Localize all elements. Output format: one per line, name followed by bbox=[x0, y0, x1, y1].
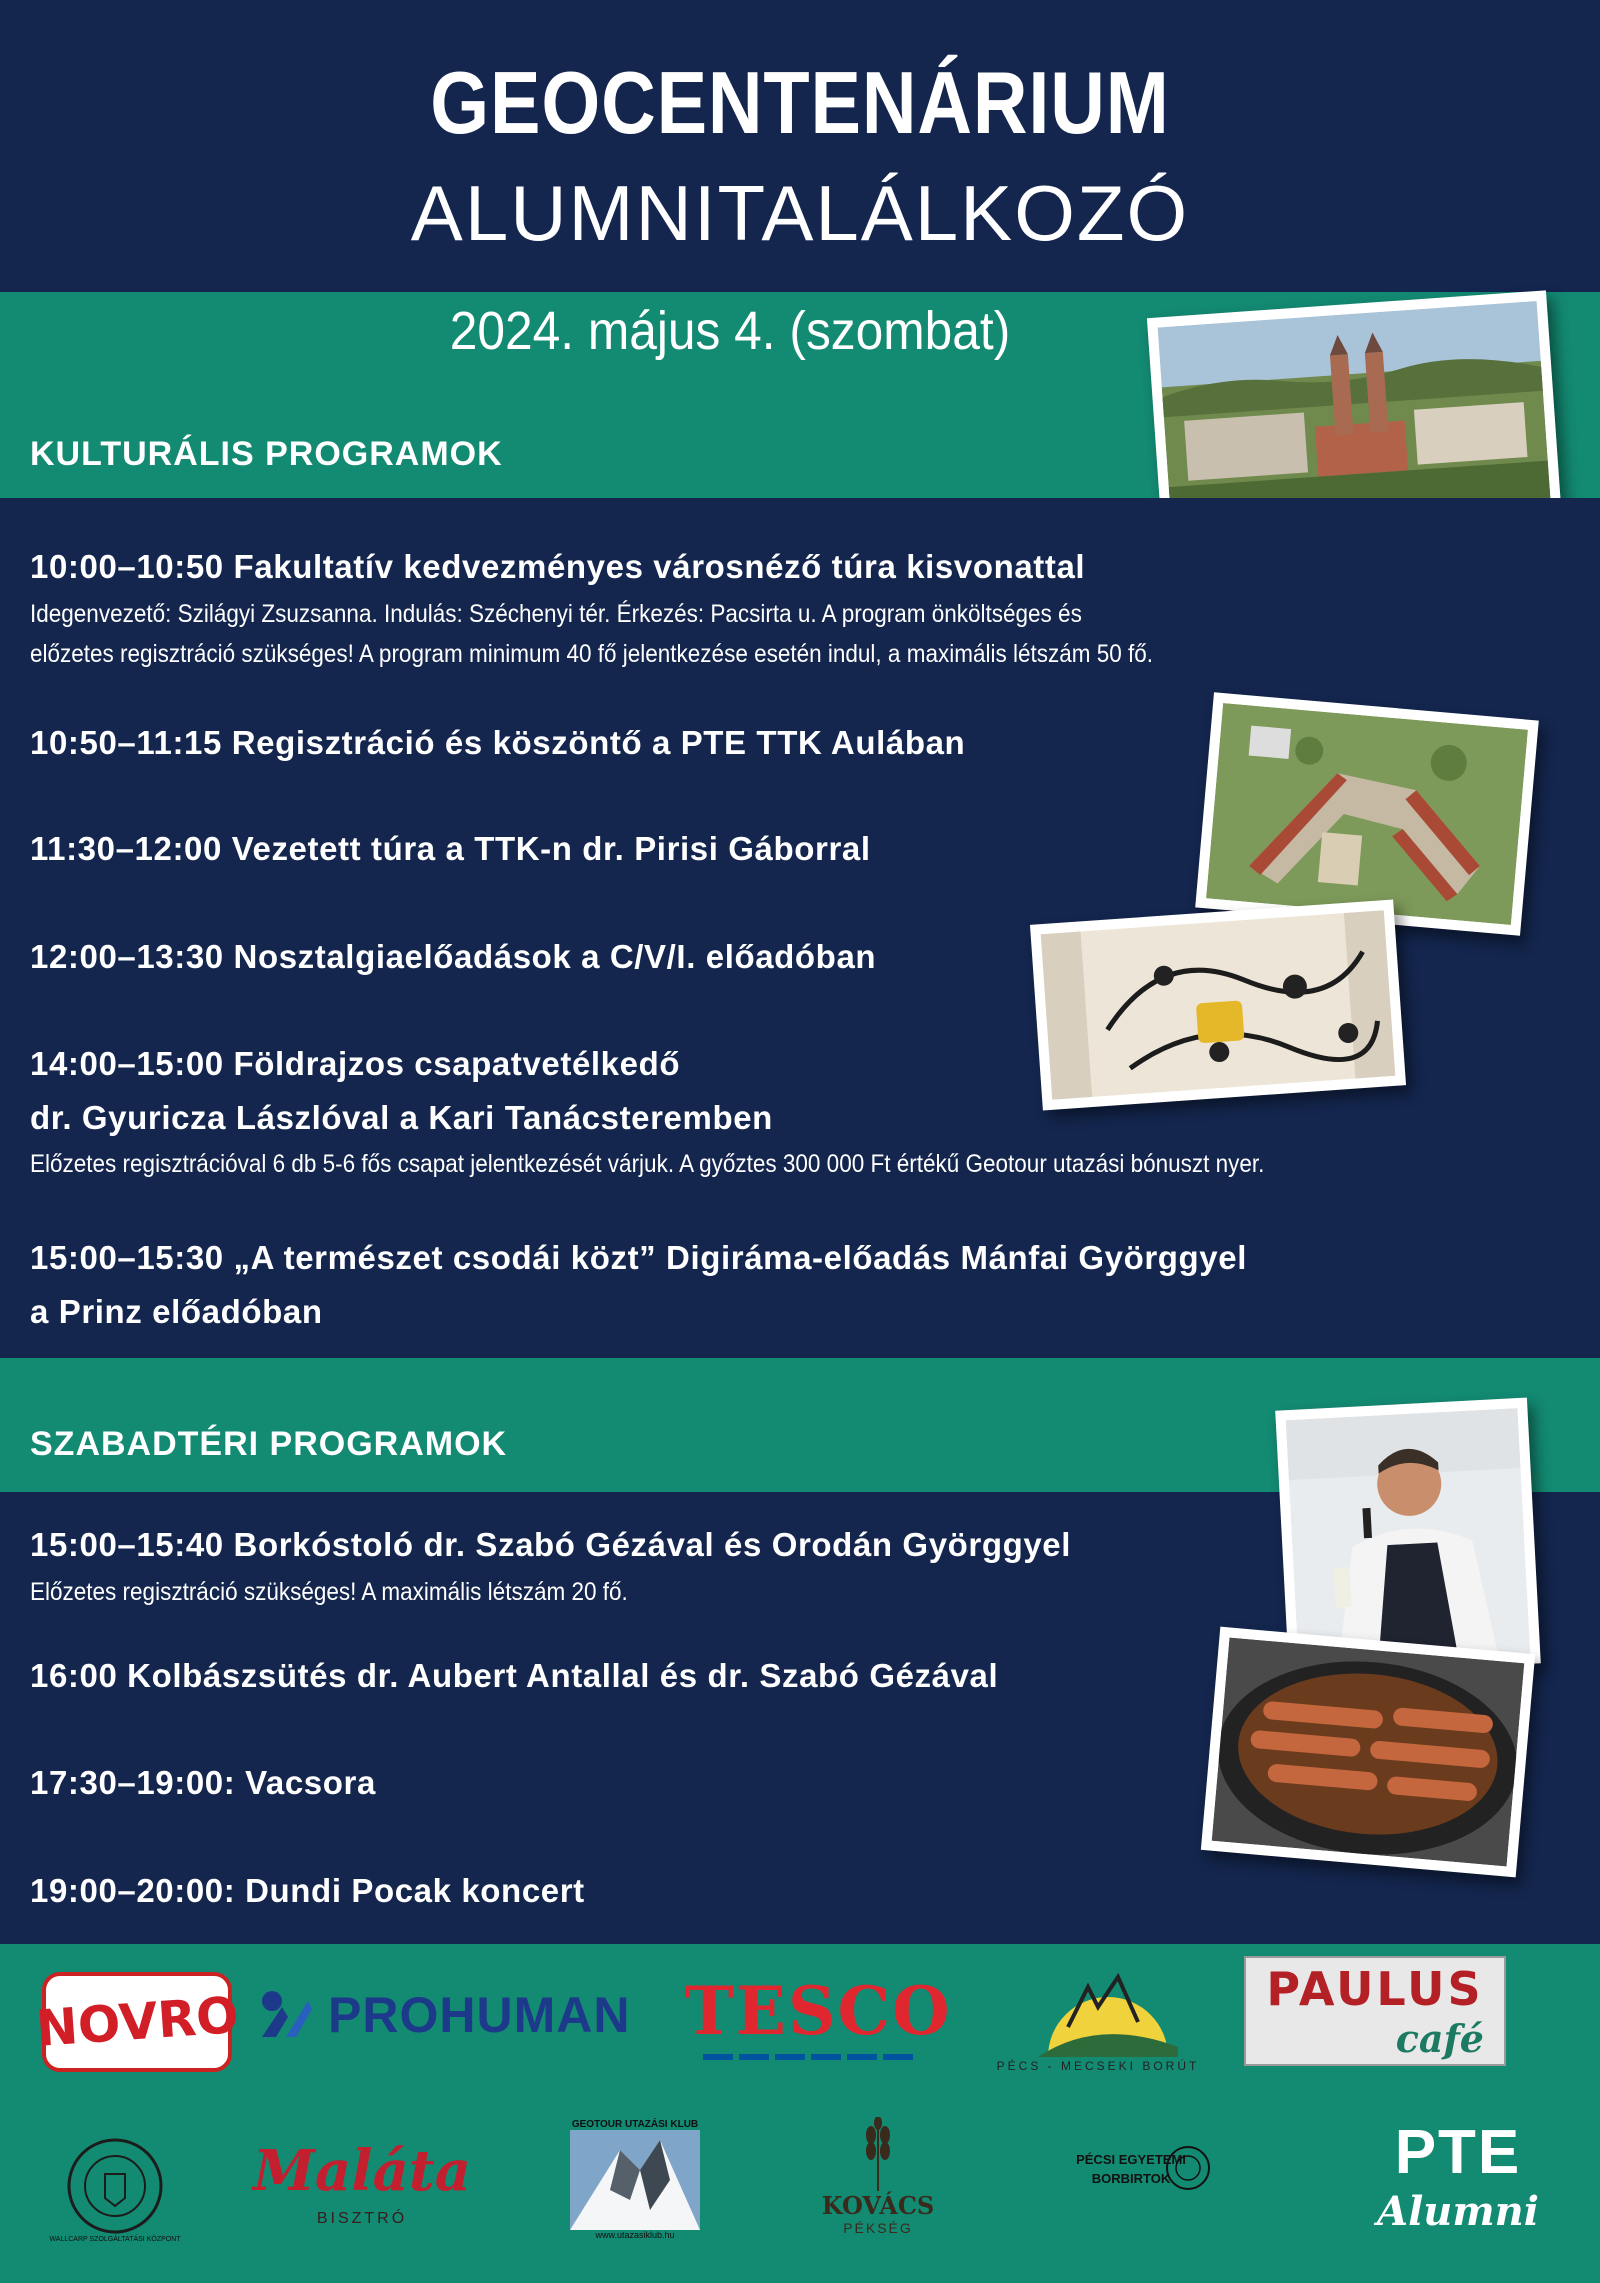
event-title: 14:00–15:00 Földrajzos csapatvetélkedő bbox=[30, 1045, 681, 1082]
tesco-text: TESCO bbox=[684, 1972, 952, 2050]
wheat-icon bbox=[858, 2117, 898, 2191]
event-note: Előzetes regisztrációval 6 db 5-6 fős csapat jelentkezését várjuk. A győztes 300 000 Ft értékű Geotour utazási bónuszt nyer. bbox=[30, 1150, 1265, 1178]
university-seal-icon bbox=[65, 2136, 165, 2236]
event-title: 16:00 Kolbászsütés dr. Aubert Antallal és dr. Szabó Gézával bbox=[30, 1657, 999, 1694]
kovacs-caption: PÉKSÉG bbox=[843, 2219, 913, 2236]
pecs-mecseki-borut-logo bbox=[970, 1960, 1226, 2080]
pecs-mecseki-text: PÉCS - MECSEKI BORÚT bbox=[996, 2059, 1200, 2073]
borbirtok-seal bbox=[1164, 2144, 1212, 2192]
wine-route-icon bbox=[1008, 1967, 1188, 2059]
header bbox=[0, 0, 1600, 292]
pte-alumni-logo bbox=[1358, 2106, 1558, 2246]
campus-aerial-image bbox=[1206, 703, 1528, 925]
novro-logo bbox=[33, 1972, 241, 2072]
borbirtok-line1: PÉCSI EGYETEMI bbox=[1076, 2152, 1186, 2167]
event-title: 12:00–13:30 Nosztalgiaelőadások a C/V/I. előadóban bbox=[30, 938, 877, 975]
borbirtok-seal-icon bbox=[1164, 2144, 1212, 2192]
universitas-seal-logo bbox=[40, 2124, 190, 2254]
paulus-text: PAULUS bbox=[1266, 1961, 1484, 2016]
kovacs-pekseg-logo bbox=[818, 2096, 938, 2256]
event-title: 10:00–10:50 Fakultatív kedvezményes városnéző túra kisvonattal bbox=[30, 548, 1086, 585]
novro-text: NOVRO bbox=[33, 1986, 241, 2058]
event-note: Idegenvezető: Szilágyi Zsuzsanna. Indulás: Széchenyi tér. Érkezés: Pacsirta u. A program önköltséges és bbox=[30, 600, 1082, 628]
paulus-cafe-text: café bbox=[1395, 2015, 1484, 2061]
event-note: előzetes regisztráció szükséges! A program minimum 40 fő jelentkezése esetén indul, a maximális létszám 50 fő. bbox=[30, 640, 1154, 668]
malata-text: Maláta bbox=[253, 2138, 471, 2204]
prohuman-icon bbox=[258, 1987, 314, 2043]
tesco-logo bbox=[684, 1968, 952, 2068]
geotour-logo bbox=[560, 2104, 710, 2254]
matterhorn-icon bbox=[570, 2130, 700, 2230]
paulus-cafe-logo bbox=[1244, 1956, 1506, 2066]
event-subtitle: ALUMNITALÁLKOZÓ bbox=[410, 169, 1190, 257]
event-title: GEOCENTENÁRIUM bbox=[430, 53, 1170, 152]
prohuman-logo bbox=[258, 1980, 650, 2050]
wrought-iron-photo bbox=[1030, 900, 1406, 1111]
event-date: 2024. május 4. (szombat) bbox=[449, 301, 1011, 361]
event-title-cont: dr. Gyuricza Lászlóval a Kari Tanácsteremben bbox=[30, 1099, 773, 1136]
event-title-cont: a Prinz előadóban bbox=[30, 1293, 323, 1330]
universitas-caption: WALLCARP SZOLGÁLTATÁSI KÖZPONT bbox=[49, 2235, 181, 2243]
city-panorama-image bbox=[1158, 301, 1551, 525]
event-title: 15:00–15:40 Borkóstoló dr. Szabó Gézával és Orodán Györggyel bbox=[30, 1526, 1072, 1563]
alumni-text: Alumni bbox=[1377, 2188, 1539, 2235]
sausage-pan-photo bbox=[1201, 1627, 1535, 1878]
malata-caption: BISZTRÓ bbox=[316, 2210, 408, 2227]
event-title: 10:50–11:15 Regisztráció és köszöntő a PTE TTK Aulában bbox=[30, 724, 966, 761]
sausage-pan-image bbox=[1212, 1637, 1525, 1866]
pte-text: PTE bbox=[1394, 2118, 1522, 2187]
wrought-iron-image bbox=[1041, 910, 1396, 1100]
event-title: 17:30–19:00: Vacsora bbox=[30, 1764, 376, 1801]
event-title: 15:00–15:30 „A természet csodái közt” Digiráma-előadás Mánfai Györggyel bbox=[30, 1239, 1247, 1276]
geotour-url: www.utazasiklub.hu bbox=[595, 2229, 675, 2240]
event-title: 19:00–20:00: Dundi Pocak koncert bbox=[30, 1872, 585, 1909]
prohuman-text: PROHUMAN bbox=[328, 1987, 631, 2043]
campus-aerial-photo bbox=[1195, 692, 1539, 936]
section-title-cultural: KULTURÁLIS PROGRAMOK bbox=[30, 435, 503, 473]
event-title: 11:30–12:00 Vezetett túra a TTK-n dr. Pirisi Gáborral bbox=[30, 830, 871, 867]
malata-bisztro-logo bbox=[253, 2118, 471, 2248]
kovacs-text: KOVÁCS bbox=[821, 2190, 935, 2220]
borbirtok-line2: BORBIRTOK bbox=[1091, 2171, 1171, 2186]
geotour-text: GEOTOUR UTAZÁSI KLUB bbox=[571, 2118, 699, 2130]
section-title-outdoor: SZABADTÉRI PROGRAMOK bbox=[30, 1425, 508, 1463]
speaker-image bbox=[1286, 1408, 1531, 1666]
tesco-stripes bbox=[703, 2050, 933, 2064]
event-note: Előzetes regisztráció szükséges! A maximális létszám 20 fő. bbox=[30, 1578, 628, 1606]
